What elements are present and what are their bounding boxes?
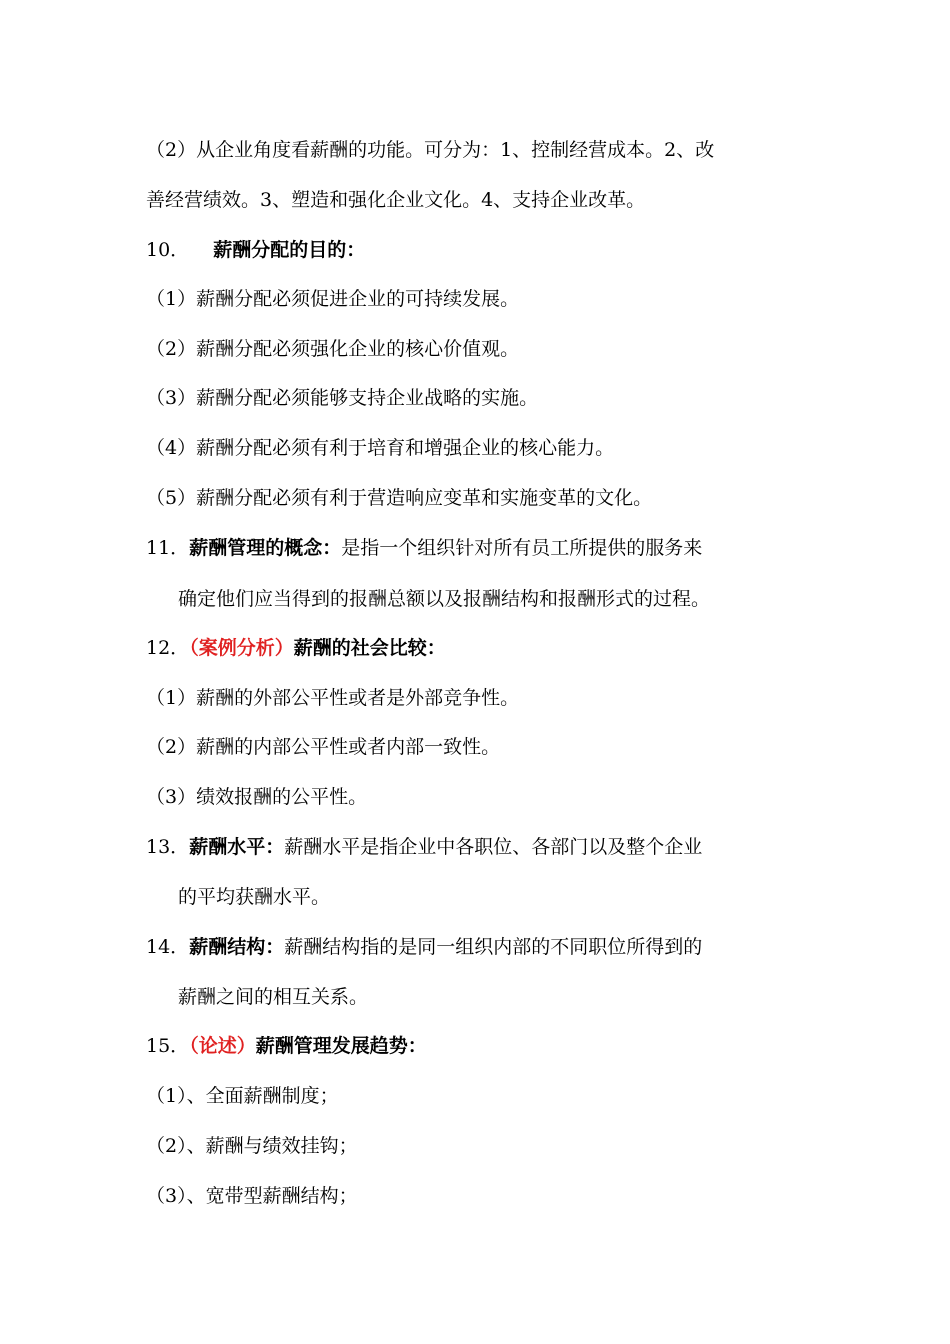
list-item: （3）绩效报酬的公平性。 <box>146 786 368 808</box>
heading-title: 薪酬管理发展趋势： <box>255 1035 427 1057</box>
paragraph-line: 薪酬之间的相互关系。 <box>178 986 369 1008</box>
paragraph-line: 善经营绩效。3、塑造和强化企业文化。4、支持企业改革。 <box>146 189 646 211</box>
list-item: （5）薪酬分配必须有利于营造响应变革和实施变革的文化。 <box>146 487 653 509</box>
list-item: （3）薪酬分配必须能够支持企业战略的实施。 <box>146 387 539 409</box>
list-item: （2）薪酬的内部公平性或者内部一致性。 <box>146 736 501 758</box>
list-item: （1）薪酬的外部公平性或者是外部竞争性。 <box>146 687 520 709</box>
heading-title: 薪酬水平： <box>189 836 285 858</box>
paragraph-line: （2）从企业角度看薪酬的功能。可分为：1、控制经营成本。2、改 <box>146 139 715 161</box>
heading-title: 薪酬结构： <box>189 936 285 958</box>
heading-text: 薪酬结构指的是同一组织内部的不同职位所得到的 <box>284 936 703 958</box>
heading-10 <box>146 235 365 265</box>
heading-title: 薪酬管理的概念： <box>189 537 342 559</box>
heading-text: 是指一个组织针对所有员工所提供的服务来 <box>341 537 703 559</box>
heading-title: 薪酬分配的目的： <box>213 239 366 261</box>
heading-number: 10． <box>146 239 190 261</box>
heading-15 <box>146 1031 427 1061</box>
heading-11 <box>146 533 702 563</box>
heading-14 <box>146 932 702 962</box>
heading-tag: （论述） <box>189 1035 256 1057</box>
list-item: （3）、宽带型薪酬结构； <box>146 1185 358 1207</box>
list-item: （4）薪酬分配必须有利于培育和增强企业的核心能力。 <box>146 437 615 459</box>
heading-tag: （案例分析） <box>189 637 294 659</box>
heading-number: 12． <box>146 637 190 659</box>
heading-title: 薪酬的社会比较： <box>293 637 446 659</box>
heading-number: 14． <box>146 936 190 958</box>
heading-number: 11． <box>146 537 190 559</box>
heading-number: 13． <box>146 836 190 858</box>
heading-13 <box>146 832 702 862</box>
list-item: （2）薪酬分配必须强化企业的核心价值观。 <box>146 338 520 360</box>
paragraph-line: 确定他们应当得到的报酬总额以及报酬结构和报酬形式的过程。 <box>178 588 711 610</box>
heading-number: 15． <box>146 1035 190 1057</box>
paragraph-line: 的平均获酬水平。 <box>178 886 331 908</box>
list-item: （1）薪酬分配必须促进企业的可持续发展。 <box>146 288 520 310</box>
list-item: （1）、全面薪酬制度； <box>146 1085 339 1107</box>
list-item: （2）、薪酬与绩效挂钩； <box>146 1135 358 1157</box>
heading-text: 薪酬水平是指企业中各职位、各部门以及整个企业 <box>284 836 703 858</box>
heading-12 <box>146 633 446 663</box>
